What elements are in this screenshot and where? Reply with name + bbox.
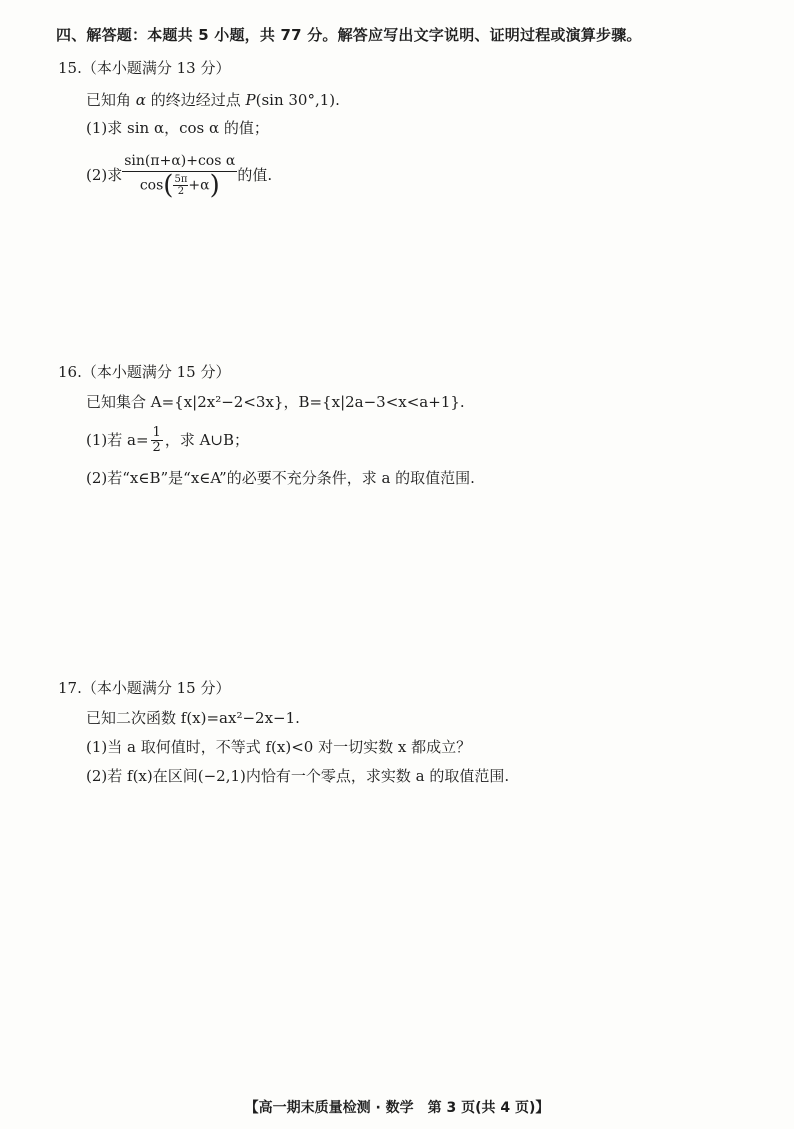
q17-part2: (2)若 f(x)在区间(−2,1)内恰有一个零点，求实数 a 的取值范围. — [86, 767, 510, 785]
q17-part1: (1)当 a 取何值时，不等式 f(x)<0 对一切实数 x 都成立？ — [86, 738, 472, 756]
q15-stem-coords: (sin 30°,1). — [255, 91, 340, 109]
q15-part2-den-fraction — [173, 174, 188, 197]
q16-header: 16.（本小题满分 15 分） — [58, 363, 231, 381]
q15-part2-numerator: sin(π+α)+cos α — [122, 153, 237, 172]
q15-part2-den-post: +α — [188, 177, 210, 194]
q15-part2-suffix: 的值. — [237, 166, 273, 184]
q16-part1-post: ，求 A∪B； — [164, 431, 250, 449]
q15-header: 15.（本小题满分 13 分） — [58, 59, 231, 77]
q15-part1: (1)求 sin α，cos α 的值； — [86, 119, 269, 137]
q15-part2-den-frac-den: 2 — [177, 186, 185, 197]
q15-stem-var: α — [135, 91, 146, 109]
q15-part2-den-cos: cos — [139, 177, 164, 194]
q15-stem-point: P — [245, 91, 256, 109]
q16-part1 — [86, 422, 249, 456]
right-paren: ) — [209, 170, 220, 201]
q16-part1-frac-den: 2 — [152, 439, 161, 455]
q16-part1-fraction — [151, 426, 163, 455]
section-title: 四、解答题：本题共 5 小题，共 77 分。解答应写出文字说明、证明过程或演算步骤。 — [56, 26, 642, 44]
q16-part1-frac-num: 1 — [152, 424, 161, 440]
q16-part2: (2)若“x∈B”是“x∈A”的必要不充分条件，求 a 的取值范围. — [86, 469, 475, 487]
q15-part2-denominator — [122, 170, 237, 201]
q17-header: 17.（本小题满分 15 分） — [58, 679, 231, 697]
q17-stem: 已知二次函数 f(x)=ax²−2x−1. — [86, 709, 300, 727]
q16-stem: 已知集合 A={x|2x²−2<3x}，B={x|2a−3<x<a+1}. — [86, 393, 465, 411]
page-footer: 【高一期末质量检测 · 数学 第 3 页(共 4 页)】 — [244, 1100, 550, 1116]
q15-stem-pre: 已知角 — [86, 91, 132, 109]
q15-stem-mid: 的终边经过点 — [150, 91, 241, 109]
q15-part2-fraction — [122, 153, 237, 201]
q15-stem — [86, 90, 340, 110]
q15-part2-prefix: (2)求 — [86, 166, 123, 184]
q15-part2-den-frac-num: 5π — [174, 174, 188, 185]
left-paren: ( — [163, 170, 174, 201]
q15-part2 — [86, 150, 272, 202]
q16-part1-pre: (1)若 a= — [86, 431, 149, 449]
